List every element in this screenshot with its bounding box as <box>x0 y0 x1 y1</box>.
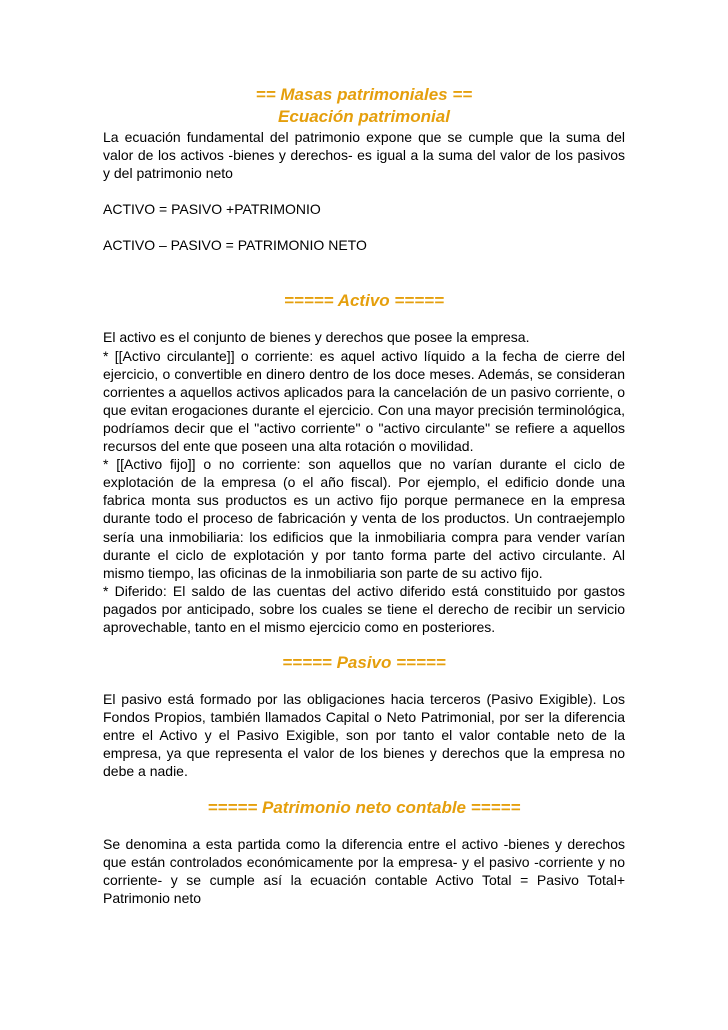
pasivo-paragraph: El pasivo está formado por las obligaciones hacia terceros (Pasivo Exigible). Los Fondos Propios, también llamados Capital o Neto Patrimonial, por ser la diferencia entre el Activo y el Pasivo Exigible, son por tanto el valor contable neto de la empresa, ya que representa el valor de los bienes y derechos que la empresa no debe a nadie. <box>103 691 625 780</box>
equation-2: ACTIVO – PASIVO = PATRIMONIO NETO <box>103 237 367 254</box>
activo-paragraph-3: * [[Activo fijo]] o no corriente: son aquellos que no varían durante el ciclo de explotación de la empresa (o el año fiscal). Por ejemplo, el edificio donde una fabrica monta sus productos es un activo fijo porque permanece en la empresa durante todo el proceso de fabricación y venta de los productos. Un contraejemplo sería una inmobiliaria: los edificios que la inmobiliaria compra para vender varían durante el ciclo de explotación y por tanto forma parte del activo circulante. Al mismo tiempo, las oficinas de la inmobiliaria son parte de su activo fijo. <box>103 456 625 581</box>
section-heading-pasivo: ===== Pasivo ===== <box>282 653 446 673</box>
activo-paragraph-2: * [[Activo circulante]] o corriente: es aquel activo líquido a la fecha de cierre del ejercicio, o convertible en dinero dentro de los doce meses. Además, se consideran corrientes a aquellos activos aplicados para la cancelación de un pasivo corriente, o que evitan erogaciones durante el ejercicio. Con una mayor precisión terminológica, podríamos decir que el "activo corriente" o "activo circulante" se refiere a aquellos recursos del ente que poseen una alta rotación o movilidad. <box>103 347 625 455</box>
section-heading-activo: ===== Activo ===== <box>283 291 445 311</box>
activo-paragraph-1: El activo es el conjunto de bienes y derechos que posee la empresa. <box>103 329 530 346</box>
activo-paragraph-4: * Diferido: El saldo de las cuentas del activo diferido está constituido por gastos pagados por anticipado, sobre los cuales se tiene el derecho de recibir un servicio aprovechable, tanto en el mismo ejercicio como en posteriores. <box>103 582 625 635</box>
section-heading-ecuacion: Ecuación patrimonial <box>278 107 450 126</box>
equation-1: ACTIVO = PASIVO +PATRIMONIO <box>103 201 321 218</box>
patrimonio-paragraph: Se denomina a esta partida como la diferencia entre el activo -bienes y derechos que están controlados económicamente por la empresa- y el pasivo -corriente y no corriente- y se cumple así la ecuación contable Activo Total = Pasivo Total+ Patrimonio neto <box>103 835 625 906</box>
document-title: == Masas patrimoniales == <box>255 85 473 104</box>
section-heading-patrimonio: ===== Patrimonio neto contable ===== <box>207 797 521 817</box>
intro-paragraph: La ecuación fundamental del patrimonio expone que se cumple que la suma del valor de los activos -bienes y derechos- es igual a la suma del valor de los pasivos y del patrimonio neto <box>103 129 625 182</box>
